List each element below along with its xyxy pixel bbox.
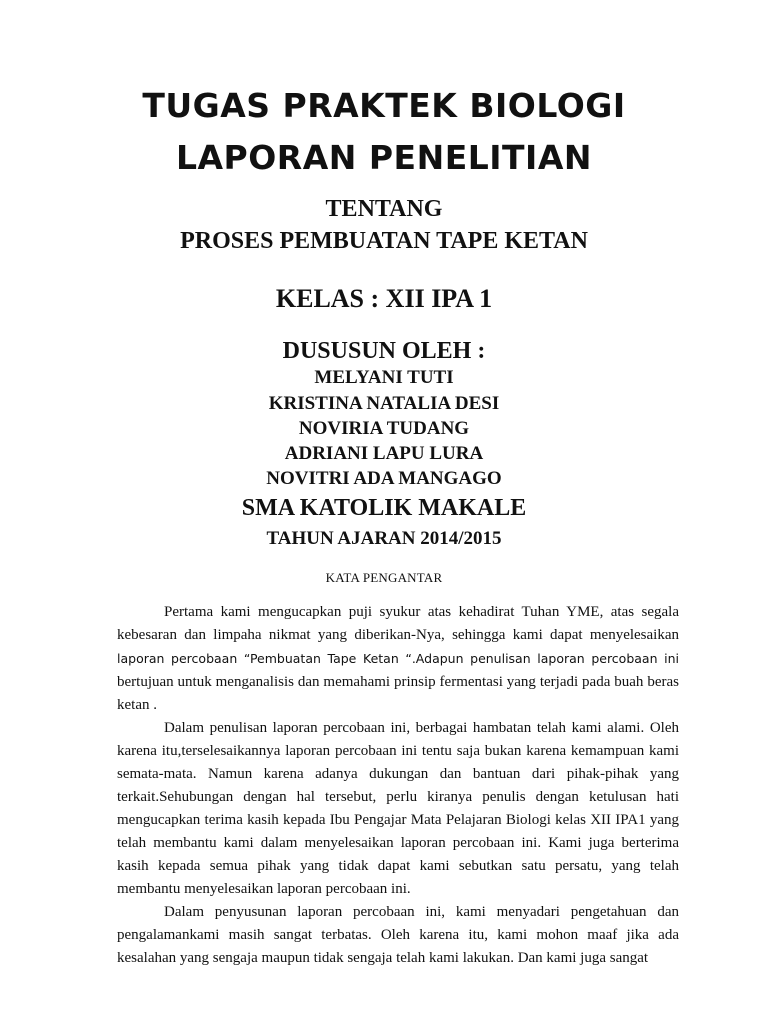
paragraph-text: bertujuan untuk menganalisis dan memahami prinsip fermentasi yang terjadi pada buah beras ketan . [117, 674, 679, 713]
paragraph: Dalam penyusunan laporan percobaan ini, kami menyadari pengetahuan dan pengalamankami masih sangat terbatas. Oleh karena itu, kami mohon maaf jika ada kesalahan yang sengaja maupun tidak sengaja telah kami lakukan. Dan kami juga sangat [117, 904, 679, 966]
class-line: KELAS : XII IPA 1 [275, 284, 493, 313]
authors-label: DUSUSUN OLEH : [282, 338, 486, 364]
document-title-line2: LAPORAN PENELITIAN [175, 138, 592, 177]
paragraph [117, 601, 679, 717]
paragraph: Dalam penulisan laporan percobaan ini, berbagai hambatan telah kami alami. Oleh karena itu,terselesaikannya laporan percobaan ini tentu saja bukan karena kemampuan kami semata-mata. Namun karena adanya dukungan dan bantuan dari pihak-pihak yang terkait.Sehubungan dengan hal tersebut, perlu kiranya penulis dengan ketulusan hati mengucapkan terima kasih kepada Ibu Pengajar Mata Pelajaran Biologi kelas XII IPA1 yang telah membantu kami dalam menyelesaikan laporan percobaan ini. Kami juga berterima kasih kepada semua pihak yang tidak dapat kami sebutkan satu persatu, yang telah membantu menyelesaikan laporan percobaan ini. [117, 720, 679, 897]
preface-body [117, 601, 679, 970]
paragraph-text-sans: laporan percobaan “Pembuatan Tape Ketan “.Adapun penulisan laporan percobaan ini [117, 651, 679, 666]
author-name: MELYANI TUTI [314, 367, 454, 388]
paragraph-text: Pertama kami mengucapkan puji syukur atas kehadirat Tuhan YME, atas segala kebesaran dan limpaha nikmat yang diberikan-Nya, sehingga kami dapat menyelesaikan [117, 604, 679, 643]
academic-year: TAHUN AJARAN 2014/2015 [266, 528, 502, 549]
author-name: NOVITRI ADA MANGAGO [266, 468, 502, 489]
topic-title: PROSES PEMBUATAN TAPE KETAN [180, 228, 588, 254]
author-name: KRISTINA NATALIA DESI [268, 393, 500, 414]
document-title-line1: TUGAS PRAKTEK BIOLOGI [142, 86, 626, 125]
author-name: NOVIRIA TUDANG [298, 418, 470, 439]
section-heading: KATA PENGANTAR [325, 570, 443, 585]
topic-label: TENTANG [325, 196, 443, 222]
author-name: ADRIANI LAPU LURA [284, 443, 484, 464]
school-name: SMA KATOLIK MAKALE [241, 495, 527, 521]
